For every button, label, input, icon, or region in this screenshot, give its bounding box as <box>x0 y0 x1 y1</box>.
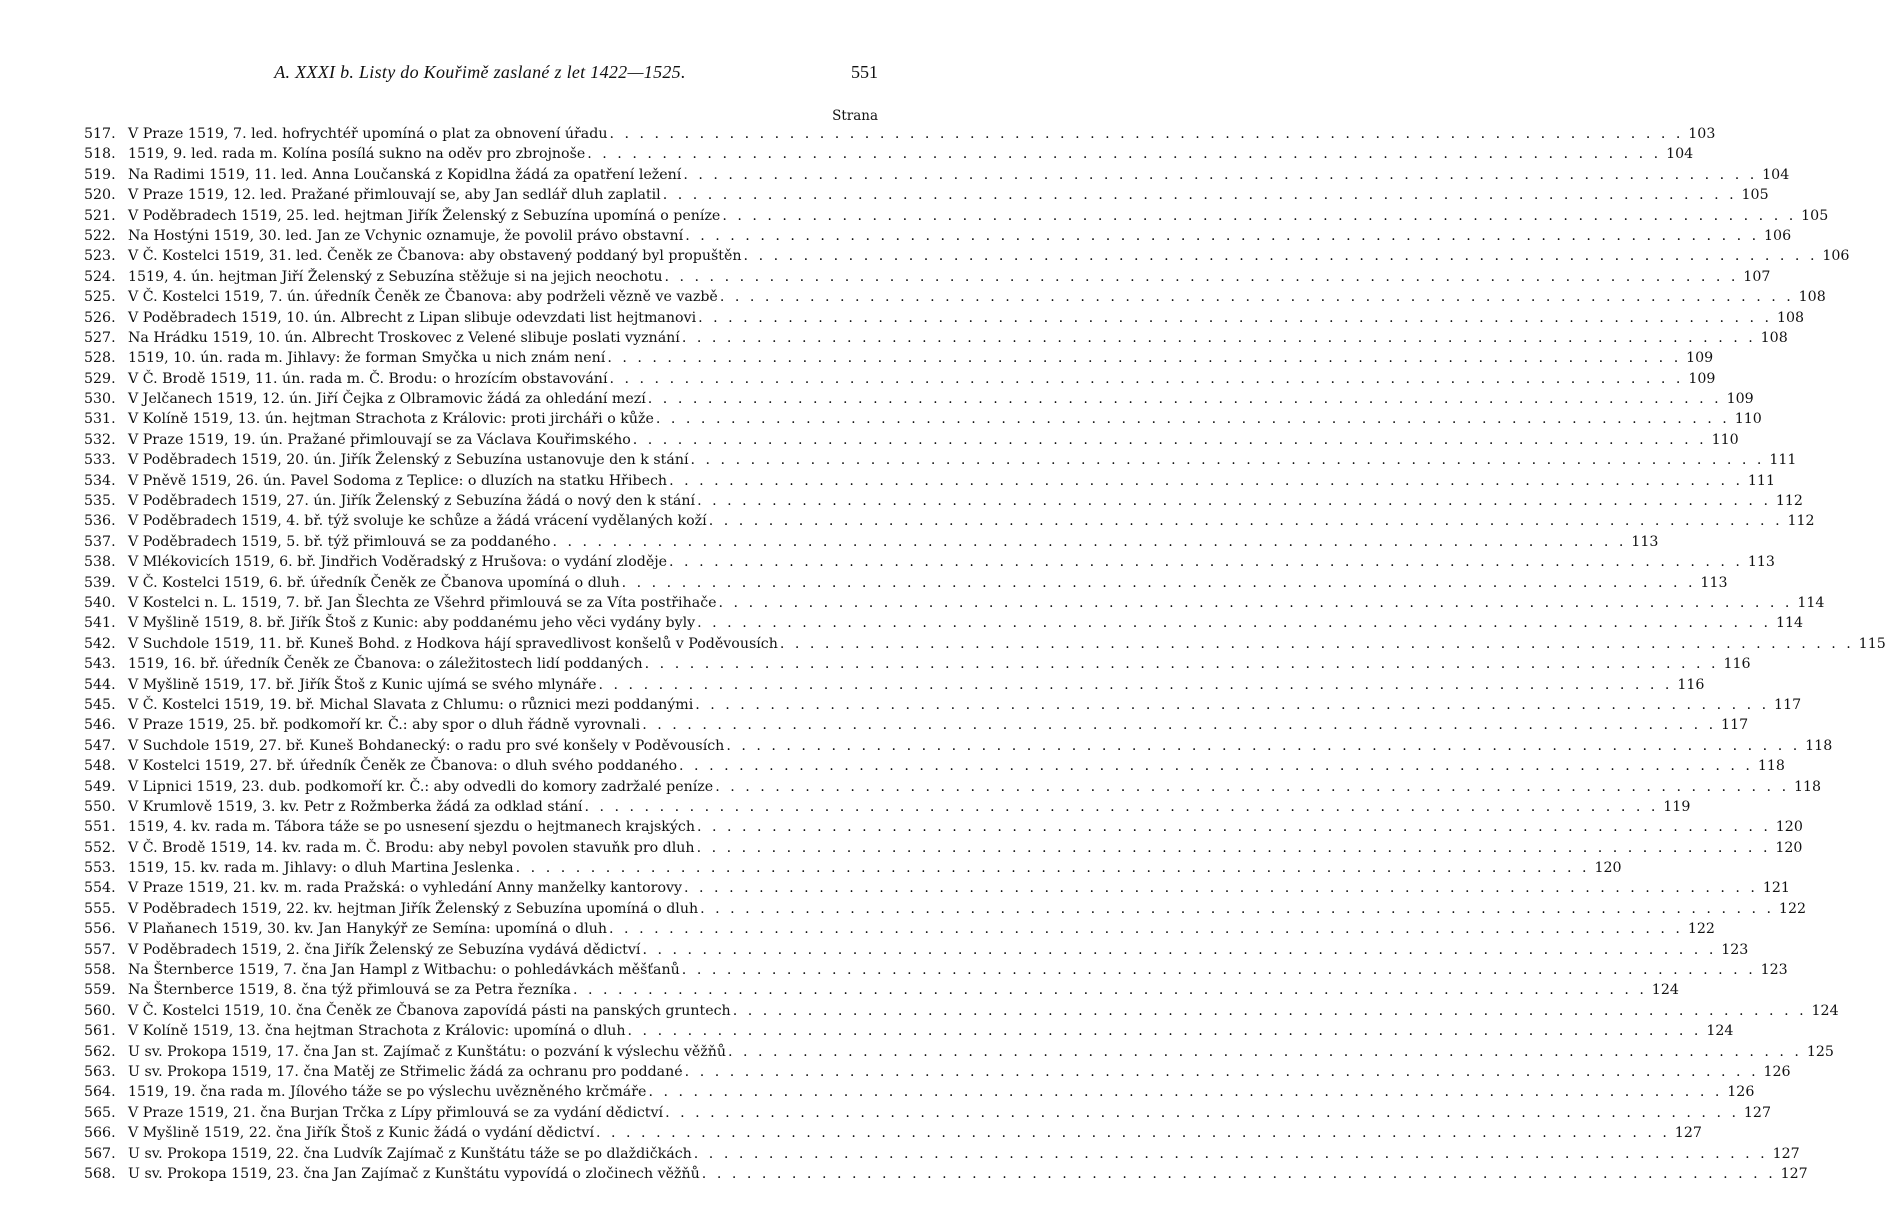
dot-leader <box>643 656 1721 672</box>
dot-leader <box>680 330 1758 346</box>
entry-title: V Kostelci 1519, 27. bř. úředník Čeněk ze Čbanova: o dluh svého poddaného <box>128 758 678 775</box>
entry-page: 120 <box>1775 839 1803 856</box>
entry-number: 539. <box>84 574 116 591</box>
toc-entry <box>84 758 1785 778</box>
toc-entry <box>84 819 1803 839</box>
toc-entry <box>84 656 1751 676</box>
entry-title: Na Hrádku 1519, 10. ún. Albrecht Troskovec z Velené slibuje poslati vyznání <box>128 329 680 346</box>
entry-title: V Č. Brodě 1519, 14. kv. rada m. Č. Brodu: aby nebyl povolen stavuňk pro dluh <box>128 839 695 856</box>
entry-page: 125 <box>1806 1043 1834 1060</box>
dot-leader <box>582 799 1660 815</box>
entry-number: 537. <box>84 533 116 550</box>
entry-page: 113 <box>1700 574 1728 591</box>
dot-leader <box>683 1064 1761 1080</box>
entry-title: V Poděbradech 1519, 2. čna Jiřík Želenský ze Sebuzína vydává dědictví <box>128 941 641 958</box>
entry-page: 117 <box>1774 696 1802 713</box>
entry-number: 548. <box>84 758 116 775</box>
dot-leader <box>695 819 1773 835</box>
toc-entry <box>84 493 1803 513</box>
toc-entry <box>84 594 1825 615</box>
entry-number: 563. <box>84 1063 116 1080</box>
entry-page: 105 <box>1801 207 1829 224</box>
entry-number: 517. <box>84 126 116 142</box>
entry-page: 117 <box>1721 717 1749 734</box>
entry-page: 106 <box>1822 248 1850 265</box>
entry-page: 116 <box>1677 676 1705 693</box>
entry-page: 119 <box>1663 798 1691 815</box>
toc-entry <box>84 166 1790 187</box>
entry-page: 120 <box>1775 819 1803 836</box>
dot-leader <box>707 513 1785 529</box>
dot-leader <box>667 554 1745 570</box>
entry-number: 561. <box>84 1023 116 1040</box>
entry-page: 113 <box>1747 554 1775 571</box>
entry-title: Na Šternberce 1519, 8. čna týž přimlouvá se za Petra řezníka <box>128 982 571 999</box>
dot-leader <box>683 228 1761 244</box>
page-column-label: Strana <box>832 108 878 124</box>
entry-title: V Kolíně 1519, 13. čna hejtman Strachota z Královic: upomíná o dluh <box>128 1023 626 1040</box>
entry-title: V Č. Kostelci 1519, 31. led. Čeněk ze Čbanova: aby obstavený poddaný byl propuštěn <box>128 248 742 265</box>
dot-leader <box>713 779 1791 795</box>
entry-title: V Plaňanech 1519, 30. kv. Jan Hanykýř ze Semína: upomíná o dluh <box>128 921 608 938</box>
dot-leader <box>597 677 1675 693</box>
entry-number: 559. <box>84 982 116 999</box>
entry-page: 110 <box>1711 431 1739 448</box>
entry-title: 1519, 19. čna rada m. Jílového táže se po výslechu uvězněného krčmáře <box>128 1084 647 1101</box>
dot-leader <box>571 982 1649 998</box>
entry-page: 124 <box>1706 1023 1734 1040</box>
entry-title: 1519, 15. kv. rada m. Jihlavy: o dluh Martina Jeslenka <box>128 860 514 877</box>
entry-page: 127 <box>1674 1125 1702 1142</box>
toc-entry <box>84 309 1805 330</box>
toc-entry <box>84 513 1815 533</box>
entry-title: V Kolíně 1519, 13. ún. hejtman Strachota z Královic: proti jircháři o kůže <box>128 411 654 428</box>
entry-page: 111 <box>1769 452 1797 469</box>
toc-entry <box>84 1023 1734 1043</box>
entry-number: 538. <box>84 554 116 571</box>
dot-leader <box>514 860 1592 876</box>
entry-number: 547. <box>84 737 116 754</box>
entry-title: V Č. Kostelci 1519, 7. ún. úředník Čeněk ze Čbanova: aby podrželi vězně ve vazbě <box>128 289 718 306</box>
toc-entry <box>84 268 1771 289</box>
entry-page: 113 <box>1631 533 1659 550</box>
dot-leader <box>631 432 1709 448</box>
entry-number: 546. <box>84 717 116 734</box>
dot-leader <box>689 452 1767 468</box>
entry-title: V Č. Kostelci 1519, 10. čna Čeněk ze Čbanova zapovídá pásti na panských gruntech <box>128 1002 731 1019</box>
entry-title: V Jelčanech 1519, 12. ún. Jiří Čejka z Olbramovic žádá za ohledání mezí <box>128 391 646 408</box>
dot-leader <box>661 187 1739 203</box>
entry-number: 541. <box>84 615 116 632</box>
entry-number: 523. <box>84 248 116 265</box>
entry-number: 534. <box>84 472 116 489</box>
toc-entry <box>84 452 1797 472</box>
entry-title: V Pněvě 1519, 26. ún. Pavel Sodoma z Teplice: o dluzích na statku Hřibech <box>128 472 668 489</box>
entry-page: 109 <box>1686 350 1714 367</box>
entry-page: 108 <box>1760 329 1788 346</box>
entry-number: 566. <box>84 1125 116 1142</box>
entry-number: 551. <box>84 819 116 836</box>
entry-number: 525. <box>84 289 116 306</box>
entry-title: 1519, 4. ún. hejtman Jiří Želenský z Sebuzína stěžuje si na jejich neochotu <box>128 268 663 285</box>
entry-page: 109 <box>1726 391 1754 408</box>
entry-number: 552. <box>84 839 116 856</box>
entry-page: 118 <box>1805 737 1833 754</box>
dot-leader <box>662 269 1740 285</box>
dot-leader <box>640 942 1718 958</box>
dot-leader <box>681 167 1759 183</box>
dot-leader <box>680 962 1758 978</box>
entry-number: 527. <box>84 329 116 346</box>
dot-leader <box>726 1044 1804 1060</box>
toc-entry <box>84 615 1804 635</box>
toc-entry <box>84 207 1829 228</box>
entry-number: 558. <box>84 962 116 979</box>
entry-page: 122 <box>1687 921 1715 938</box>
entry-number: 568. <box>84 1165 116 1182</box>
dot-leader <box>646 391 1724 407</box>
entry-page: 106 <box>1764 227 1792 244</box>
entry-page: 123 <box>1721 941 1749 958</box>
toc-entry <box>84 472 1775 493</box>
entry-page: 104 <box>1762 166 1790 183</box>
entry-title: 1519, 10. ún. rada m. Jihlavy: že forman Smyčka u nich znám není <box>128 350 606 367</box>
entry-page: 105 <box>1741 187 1769 204</box>
dot-leader <box>724 738 1802 754</box>
toc-entry <box>84 329 1788 350</box>
toc-entry <box>84 982 1679 1002</box>
page-header <box>0 62 960 86</box>
dot-leader <box>695 615 1773 631</box>
entry-title: U sv. Prokopa 1519, 23. čna Jan Zajímač z Kunštátu vypovídá o zločinech věžňů <box>128 1165 700 1182</box>
entry-page: 111 <box>1747 472 1775 489</box>
entry-number: 549. <box>84 778 116 795</box>
entry-title: V Suchdole 1519, 27. bř. Kuneš Bohdanecký: o radu pro své konšely v Poděvousích <box>128 737 725 754</box>
toc-entry <box>84 737 1833 758</box>
entry-title: V Praze 1519, 25. bř. podkomoří kr. Č.: aby spor o dluh řádně vyrovnali <box>128 717 641 734</box>
toc-entry <box>84 350 1714 370</box>
toc-entry <box>84 676 1705 697</box>
toc-entry <box>84 798 1691 819</box>
page-number: 551 <box>851 62 878 82</box>
entry-page: 109 <box>1688 370 1716 387</box>
toc-entry <box>84 941 1749 962</box>
entry-page: 104 <box>1666 146 1694 163</box>
entry-page: 120 <box>1594 860 1622 877</box>
dot-leader <box>640 717 1718 733</box>
toc-entry <box>84 370 1716 391</box>
entry-title: V Praze 1519, 21. kv. m. rada Pražská: o vyhledání Anny manželky kantorovy <box>128 880 683 897</box>
toc-entry <box>84 227 1792 248</box>
entry-title: V Praze 1519, 12. led. Pražané přimlouvají se, aby Jan sedlář dluh zaplatil <box>128 187 661 204</box>
entry-title: 1519, 9. led. rada m. Kolína posílá sukno na oděv pro zbrojnoše <box>128 146 586 163</box>
running-title: A. XXXI b. Listy do Kouřimě zaslané z let 1422—1525. <box>274 62 686 82</box>
entry-page: 108 <box>1776 309 1805 326</box>
entry-page: 112 <box>1787 513 1815 530</box>
entry-number: 545. <box>84 696 116 713</box>
entry-title: V Praze 1519, 7. led. hofrychtéř upomíná o plat za obnovení úřadu <box>128 126 608 142</box>
entry-page: 118 <box>1757 758 1785 775</box>
entry-page: 108 <box>1798 289 1826 306</box>
toc-entry <box>84 248 1850 268</box>
entry-number: 560. <box>84 1002 116 1019</box>
entry-page: 127 <box>1772 1145 1800 1162</box>
entry-number: 522. <box>84 227 116 244</box>
entry-title: V Poděbradech 1519, 25. led. hejtman Jiřík Želenský z Sebuzína upomíná o peníze <box>128 207 721 224</box>
dot-leader <box>620 575 1698 591</box>
entry-page: 122 <box>1778 900 1807 917</box>
dot-leader <box>626 1023 1704 1039</box>
entry-title: V Poděbradech 1519, 27. ún. Jiřík Želenský z Sebuzína žádá o nový den k stání <box>128 493 696 510</box>
entry-number: 543. <box>84 656 116 673</box>
toc-entry <box>84 554 1775 574</box>
entry-page: 118 <box>1794 778 1822 795</box>
entry-title: V Praze 1519, 19. ún. Pražané přimlouvají se za Václava Kouřimského <box>128 431 631 448</box>
dot-leader <box>778 636 1856 652</box>
entry-page: 124 <box>1651 982 1679 999</box>
entry-title: V Suchdole 1519, 11. bř. Kuneš Bohd. z Hodkova hájí spravedlivost konšelů v Poděvousích <box>128 635 778 652</box>
dot-leader <box>695 840 1773 856</box>
entry-number: 562. <box>84 1043 116 1060</box>
entry-page: 112 <box>1775 493 1803 510</box>
entry-title: V Myšlině 1519, 8. bř. Jiřík Štoš z Kunic: aby poddanému jeho věci vydány byly <box>128 615 696 632</box>
entry-title: Na Hostýni 1519, 30. led. Jan ze Vchynic oznamuje, že povolil právo obstavní <box>128 227 684 244</box>
toc-entry <box>84 921 1715 941</box>
entry-page: 107 <box>1743 268 1771 285</box>
toc-entry <box>84 839 1803 860</box>
dot-leader <box>663 1105 1741 1121</box>
toc-entry <box>84 900 1807 921</box>
entry-number: 519. <box>84 166 116 183</box>
entry-number: 553. <box>84 860 116 877</box>
entry-number: 529. <box>84 370 116 387</box>
entry-title: Na Šternberce 1519, 7. čna Jan Hampl z Witbachu: o pohledávkách měšťanů <box>128 962 680 979</box>
entry-title: 1519, 4. kv. rada m. Tábora táže se po usnesení sjezdu o hejtmanech krajských <box>128 819 695 836</box>
entry-title: V Kostelci n. L. 1519, 7. bř. Jan Šlechta ze Všehrd přimlouvá se za Víta postřihače <box>128 594 717 611</box>
entry-number: 536. <box>84 513 116 530</box>
entry-number: 565. <box>84 1104 116 1121</box>
toc-entry <box>84 411 1762 431</box>
entry-number: 524. <box>84 268 116 285</box>
entry-number: 542. <box>84 635 116 652</box>
dot-leader <box>607 921 1685 937</box>
entry-title: V Krumlově 1519, 3. kv. Petr z Rožmberka žádá za odklad stání <box>128 798 583 815</box>
toc-entry <box>84 860 1622 880</box>
entry-title: U sv. Prokopa 1519, 17. čna Matěj ze Střimelic žádá za ochranu pro poddané <box>128 1063 683 1080</box>
entry-number: 531. <box>84 411 116 428</box>
entry-title: U sv. Prokopa 1519, 17. čna Jan st. Zajímač z Kunštátu: o pozvání k výslechu věžňů <box>128 1043 726 1060</box>
entry-page: 126 <box>1727 1084 1755 1101</box>
dot-leader <box>692 1146 1770 1162</box>
entry-page: 116 <box>1723 656 1751 673</box>
toc-entry <box>84 1002 1839 1023</box>
dot-leader <box>667 473 1745 489</box>
toc-entry <box>84 533 1659 554</box>
entry-number: 526. <box>84 309 116 326</box>
toc-entry <box>84 717 1749 737</box>
entry-number: 540. <box>84 594 116 611</box>
toc-entry <box>84 126 1716 146</box>
toc-entry <box>84 574 1728 595</box>
entry-number: 556. <box>84 921 116 938</box>
entry-title: U sv. Prokopa 1519, 22. čna Ludvík Zajímač z Kunštátu táže se po dlaždičkách <box>128 1145 692 1162</box>
entry-number: 530. <box>84 391 116 408</box>
entry-number: 550. <box>84 798 116 815</box>
entry-title: V Praze 1519, 21. čna Burjan Trčka z Lípy přimlouvá se za vydání dědictví <box>128 1104 664 1121</box>
entry-title: V Č. Kostelci 1519, 19. bř. Michal Slavata z Chlumu: o různici mezi poddanými <box>128 696 694 713</box>
entry-title: Na Radimi 1519, 11. led. Anna Loučanská z Kopidlna žádá za opatření ležení <box>128 166 682 183</box>
toc-entry <box>84 1125 1702 1145</box>
entry-title: V Myšlině 1519, 17. bř. Jiřík Štoš z Kunic ujímá se svého mlynáře <box>128 676 597 693</box>
entry-number: 520. <box>84 187 116 204</box>
entry-number: 518. <box>84 146 116 163</box>
entry-page: 124 <box>1811 1002 1839 1019</box>
toc-entry <box>84 778 1822 799</box>
entry-number: 554. <box>84 880 116 897</box>
entry-title: V Poděbradech 1519, 5. bř. týž přimlouvá se za poddaného <box>128 533 551 550</box>
toc-entry <box>84 1084 1755 1104</box>
entry-number: 555. <box>84 900 116 917</box>
dot-leader <box>693 697 1771 713</box>
toc-entry <box>84 391 1754 411</box>
entry-title: V Myšlině 1519, 22. čna Jiřík Štoš z Kunic žádá o vydání dědictví <box>128 1125 594 1142</box>
dot-leader <box>605 350 1683 366</box>
dot-leader <box>720 208 1798 224</box>
entry-title: V Poděbradech 1519, 22. kv. hejtman Jiřík Želenský z Sebuzína upomíná o dluh <box>128 900 699 917</box>
entry-title: V Poděbradech 1519, 10. ún. Albrecht z Lipan slibuje odevzdati list hejtmanovi <box>128 309 697 326</box>
entry-title: V Mlékovicích 1519, 6. bř. Jindřich Voděradský z Hrušova: o vydání zloděje <box>128 554 668 571</box>
entry-page: 114 <box>1775 615 1804 632</box>
dot-leader <box>731 1003 1809 1019</box>
entry-page: 123 <box>1760 962 1788 979</box>
entry-number: 564. <box>84 1084 116 1101</box>
dot-leader <box>585 146 1663 162</box>
toc-entry <box>84 962 1788 982</box>
toc-entry <box>84 696 1802 717</box>
entry-page: 110 <box>1734 411 1762 428</box>
dot-leader <box>682 880 1760 896</box>
dot-leader <box>700 1166 1778 1182</box>
entry-number: 521. <box>84 207 116 224</box>
toc-entry <box>84 1063 1791 1084</box>
entry-page: 115 <box>1858 635 1886 652</box>
entry-number: 528. <box>84 350 116 367</box>
dot-leader <box>594 1125 1672 1141</box>
entry-page: 121 <box>1762 880 1790 897</box>
table-of-contents <box>84 126 1886 1186</box>
entry-page: 127 <box>1780 1165 1808 1182</box>
entry-title: V Č. Brodě 1519, 11. ún. rada m. Č. Brodu: o hrozícím obstavování <box>128 370 608 387</box>
entry-number: 557. <box>84 941 116 958</box>
dot-leader <box>718 289 1796 305</box>
toc-entry <box>84 880 1790 900</box>
toc-entry <box>84 1104 1771 1125</box>
toc-entry <box>84 289 1826 309</box>
entry-number: 544. <box>84 676 116 693</box>
dot-leader <box>608 371 1686 387</box>
dot-leader <box>646 1084 1724 1100</box>
toc-entry <box>84 146 1694 166</box>
entry-title: V Lipnici 1519, 23. dub. podkomoří kr. Č.: aby odvedli do komory zadržalé peníze <box>128 778 714 795</box>
entry-page: 127 <box>1743 1104 1771 1121</box>
dot-leader <box>654 411 1732 427</box>
entry-number: 535. <box>84 493 116 510</box>
dot-leader <box>677 758 1755 774</box>
entry-number: 532. <box>84 431 116 448</box>
toc-entry <box>84 431 1739 452</box>
entry-title: V Poděbradech 1519, 4. bř. týž svoluje ke schůze a žádá vrácení vydělaných koží <box>128 513 707 530</box>
toc-entry <box>84 1165 1808 1186</box>
dot-leader <box>607 126 1685 142</box>
dot-leader <box>742 248 1820 264</box>
dot-leader <box>698 901 1776 917</box>
toc-entry <box>84 1043 1834 1064</box>
toc-entry <box>84 635 1886 656</box>
entry-page: 126 <box>1763 1063 1791 1080</box>
dot-leader <box>695 493 1773 509</box>
entry-page: 103 <box>1688 126 1716 142</box>
entry-title: V Poděbradech 1519, 20. ún. Jiřík Želenský z Sebuzína ustanovuje den k stání <box>128 452 689 469</box>
dot-leader <box>550 534 1628 550</box>
entry-number: 533. <box>84 452 116 469</box>
entry-page: 114 <box>1797 594 1825 611</box>
dot-leader <box>717 595 1795 611</box>
dot-leader <box>696 310 1774 326</box>
toc-entry <box>84 1145 1800 1166</box>
entry-number: 567. <box>84 1145 116 1162</box>
entry-title: 1519, 16. bř. úředník Čeněk ze Čbanova: o záležitostech lidí poddaných <box>128 656 643 673</box>
entry-title: V Č. Kostelci 1519, 6. bř. úředník Čeněk ze Čbanova upomíná o dluh <box>128 574 620 591</box>
toc-entry <box>84 187 1769 207</box>
